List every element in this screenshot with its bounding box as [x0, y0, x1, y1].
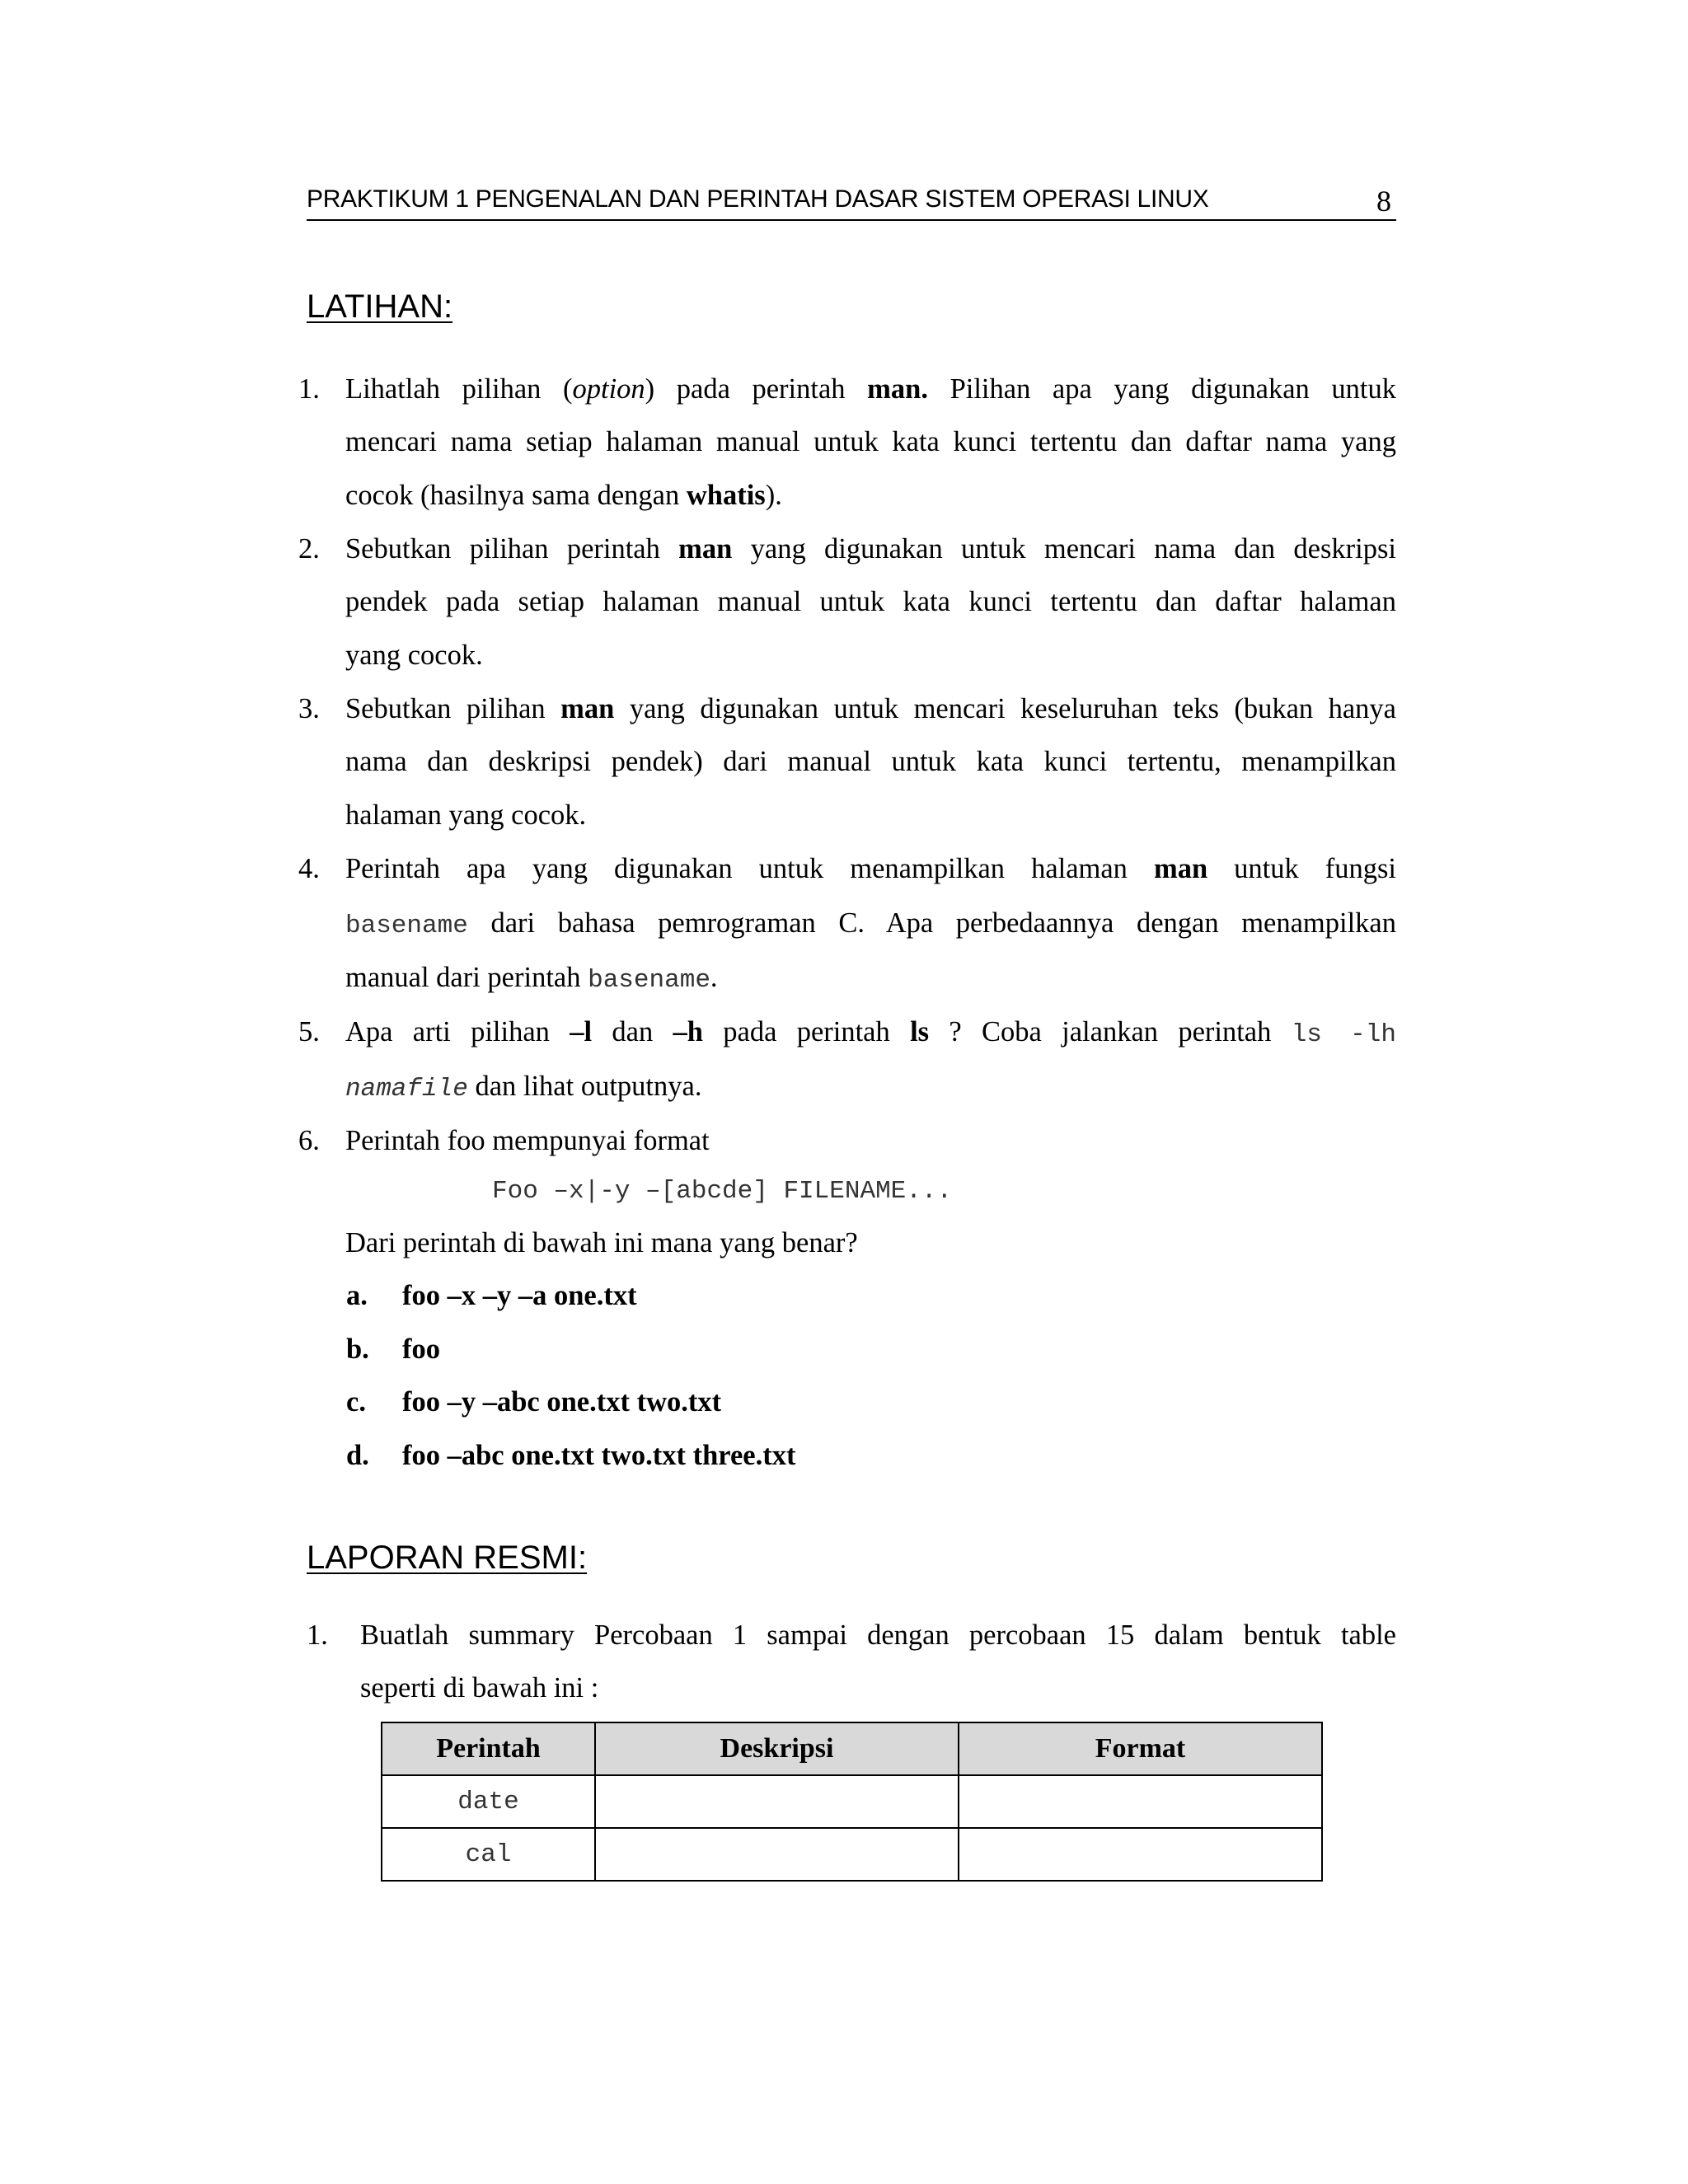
option-label-b: b. [346, 1333, 369, 1365]
item-1-line-1: Lihatlah pilihan (option) pada perintah man. Pilihan apa yang digunakan untuk [345, 373, 1396, 405]
foo-format-syntax: Foo –x|-y –[abcde] FILENAME... [492, 1177, 953, 1206]
laporan-line-1: Buatlah summary Percobaan 1 sampai dengan percobaan 15 dalam bentuk table [360, 1619, 1396, 1651]
item-5-line-1: Apa arti pilihan –l dan –h pada perintah ls ? Coba jalankan perintah ls -lh [345, 1016, 1396, 1049]
table-header-cell: Perintah [382, 1722, 595, 1775]
item-number: 1. [298, 373, 320, 405]
latihan-heading: LATIHAN: [307, 288, 453, 325]
item-number: 5. [298, 1016, 320, 1047]
table-cell [595, 1775, 959, 1828]
table-header-cell: Deskripsi [595, 1722, 959, 1775]
table-row [382, 1775, 1322, 1828]
table-header-row [382, 1722, 1322, 1775]
item-5-line-2: namafile dan lihat outputnya. [345, 1071, 702, 1104]
option-text-c: foo –y –abc one.txt two.txt [402, 1386, 722, 1418]
page-number: 8 [1376, 185, 1391, 218]
item-2-line-1: Sebutkan pilihan perintah man yang digunakan untuk mencari nama dan deskripsi [345, 533, 1396, 565]
item-4-line-1: Perintah apa yang digunakan untuk menampilkan halaman man untuk fungsi [345, 853, 1397, 884]
option-text-b: foo [402, 1333, 440, 1365]
item-4-line-2: basename dari bahasa pemrograman C. Apa perbedaannya dengan menampilkan [345, 907, 1396, 940]
item-number: 4. [298, 853, 320, 884]
option-text-a: foo –x –y –a one.txt [402, 1280, 637, 1311]
item-2-line-3: yang cocok. [345, 640, 483, 671]
item-number: 3. [298, 693, 320, 724]
laporan-item-number: 1. [307, 1619, 328, 1651]
item-number: 2. [298, 533, 320, 565]
table-cell [959, 1828, 1322, 1881]
option-label-d: d. [346, 1440, 369, 1471]
summary-table [381, 1722, 1323, 1882]
option-label-c: c. [346, 1386, 366, 1418]
item-1-line-3: cocok (hasilnya sama dengan whatis). [345, 480, 782, 511]
item-3-line-2: nama dan deskripsi pendek) dari manual untuk kata kunci tertentu, menampilkan [345, 746, 1396, 777]
item-6-question: Dari perintah di bawah ini mana yang benar? [345, 1227, 858, 1258]
page-header [307, 183, 1396, 221]
item-number: 6. [298, 1125, 320, 1156]
table-header-cell: Format [959, 1722, 1322, 1775]
table-row [382, 1828, 1322, 1881]
item-4-line-3: manual dari perintah basename. [345, 962, 718, 995]
table-cell [595, 1828, 959, 1881]
table-cell: cal [382, 1828, 595, 1881]
item-3-line-1: Sebutkan pilihan man yang digunakan untuk mencari keseluruhan teks (bukan hanya [345, 693, 1396, 724]
page-header-title: PRAKTIKUM 1 PENGENALAN DAN PERINTAH DASAR SISTEM OPERASI LINUX [307, 185, 1209, 213]
option-text-d: foo –abc one.txt two.txt three.txt [402, 1440, 796, 1471]
item-3-line-3: halaman yang cocok. [345, 799, 587, 831]
item-1-line-2: mencari nama setiap halaman manual untuk kata kunci tertentu dan daftar nama yang [345, 426, 1396, 457]
laporan-heading: LAPORAN RESMI: [307, 1540, 588, 1576]
item-2-line-2: pendek pada setiap halaman manual untuk kata kunci tertentu dan daftar halaman [345, 586, 1396, 617]
table-cell [959, 1775, 1322, 1828]
table-cell: date [382, 1775, 595, 1828]
laporan-line-2: seperti di bawah ini : [360, 1672, 599, 1704]
item-6-intro: Perintah foo mempunyai format [345, 1125, 710, 1156]
option-label-a: a. [346, 1280, 368, 1311]
